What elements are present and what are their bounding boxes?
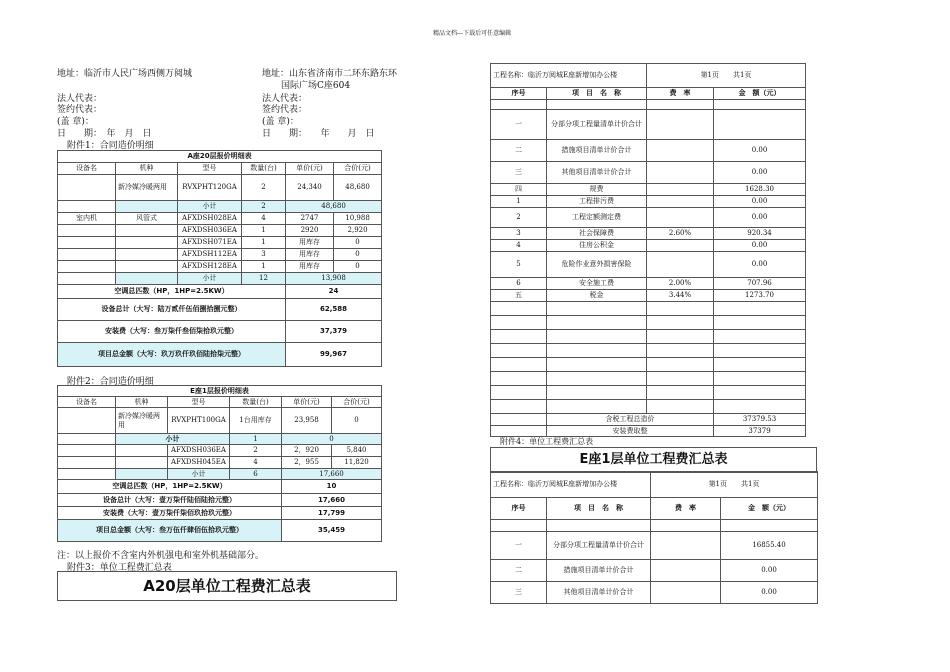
cell: 2.60% <box>647 228 714 240</box>
cell <box>58 408 116 434</box>
page-info: 第1页 共1页 <box>647 64 806 88</box>
summary-row <box>58 480 382 494</box>
cell <box>651 582 721 604</box>
address-b-line2: 国际广场C座604 <box>281 81 351 91</box>
cell <box>58 237 116 249</box>
cell: 2 <box>491 208 547 228</box>
cell: 6 <box>230 469 282 480</box>
col-header: 单价(元) <box>282 397 332 408</box>
cell: 5,840 <box>332 445 382 457</box>
cell <box>647 208 714 228</box>
col-header: 设备名 <box>58 163 116 175</box>
cell: 17,660 <box>282 469 382 480</box>
table-row <box>58 445 382 457</box>
cell: 4 <box>230 457 282 469</box>
cell: 安装费取整 <box>547 426 714 437</box>
cell: AFXDSH112EA <box>178 249 242 261</box>
cell: 小计 <box>178 201 242 213</box>
cell: 10,988 <box>334 213 382 225</box>
table-row <box>491 532 818 560</box>
cell: 37,379 <box>286 321 382 343</box>
cell <box>58 261 116 273</box>
cell: AFXDSH045EA <box>168 457 230 469</box>
cell: 3.44% <box>647 290 714 302</box>
cell: 707.96 <box>714 278 806 290</box>
cell <box>647 110 714 140</box>
cell: 工程排污费 <box>547 196 647 208</box>
cell: 住房公积金 <box>547 240 647 252</box>
col-header: 金 额（元） <box>714 88 806 100</box>
cell: 0 <box>282 434 382 445</box>
table-row <box>58 175 382 201</box>
cell: 2747 <box>286 213 334 225</box>
summary-row <box>58 299 382 321</box>
cell: 17,660 <box>282 494 382 507</box>
cell: 税金 <box>547 290 647 302</box>
note: 注：以上报价不含室内外机强电和室外机基础部分。 <box>57 551 265 561</box>
cell <box>647 162 714 184</box>
cell: 0.00 <box>714 208 806 228</box>
cell <box>651 532 721 560</box>
cell: 空调总匹数（HP，1HP=2.5KW） <box>58 480 282 494</box>
page-info: 第1页 共1页 <box>651 472 818 498</box>
cell: 安全施工费 <box>547 278 647 290</box>
cell: 1 <box>242 225 286 237</box>
cost-summary-table-1 <box>490 63 806 437</box>
table-row <box>491 208 806 228</box>
summary-title-box-e1 <box>490 447 817 473</box>
table-row <box>491 560 818 582</box>
cell: 分部分项工程量清单计价合计 <box>547 110 647 140</box>
cell: 规费 <box>547 184 647 196</box>
sign-rep-b: 签约代表： <box>262 105 308 115</box>
summary-row <box>58 321 382 343</box>
cell: 五 <box>491 290 547 302</box>
table-row <box>58 457 382 469</box>
cell: AFXDSH036EA <box>178 225 242 237</box>
attachment-3-label: 附件3：单位工程费汇总表 <box>67 563 172 573</box>
address-b-line1: 地址：山东省济南市二环东路东环 <box>262 69 398 79</box>
cell: 6 <box>491 278 547 290</box>
cell: 室内机 <box>58 213 116 225</box>
col-header: 合价(元) <box>334 163 382 175</box>
attachment-2-label: 附件2：合同造价明细 <box>67 377 154 387</box>
table-row <box>491 196 806 208</box>
total-row <box>491 426 806 437</box>
table-row <box>491 110 806 140</box>
cell: 4 <box>242 213 286 225</box>
cell: 小计 <box>168 469 230 480</box>
col-header: 机种 <box>116 163 178 175</box>
table-row <box>491 278 806 290</box>
date-a: 日 期： 年 月 日 <box>57 129 152 139</box>
cell: 0.00 <box>714 196 806 208</box>
cell: 0.00 <box>714 240 806 252</box>
seal-b: (盖 章)： <box>262 117 299 127</box>
col-header: 型号 <box>178 163 242 175</box>
cell: 二 <box>491 560 547 582</box>
cell: AFXDSH028EA <box>178 213 242 225</box>
cell: 62,588 <box>286 299 382 321</box>
sign-rep-a: 签约代表： <box>57 105 103 115</box>
cell: 2 <box>242 201 286 213</box>
cell: 0.00 <box>714 140 806 162</box>
summary-row <box>58 285 382 299</box>
subtotal-row <box>58 469 382 480</box>
cell: 1台用库存 <box>230 408 282 434</box>
attachment-4-label: 附件4：单位工程费汇总表 <box>500 437 594 446</box>
total-row <box>491 414 806 426</box>
cell: 24,340 <box>286 175 334 201</box>
col-header: 数量(台) <box>230 397 282 408</box>
cell: 项目总金额（大写：叁万伍仟肆佰伍拾玖元整） <box>58 520 282 542</box>
cell: 920.34 <box>714 228 806 240</box>
table-row <box>491 140 806 162</box>
table-row <box>58 408 382 434</box>
col-header: 合价(元) <box>332 397 382 408</box>
col-header: 单价(元) <box>286 163 334 175</box>
table-row <box>58 249 382 261</box>
table-row <box>58 225 382 237</box>
cell: 3 <box>491 228 547 240</box>
col-header: 型号 <box>168 397 230 408</box>
col-header: 费 率 <box>647 88 714 100</box>
summary-title: A20层单位工程费汇总表 <box>143 577 311 595</box>
col-header: 项 目 名 称 <box>547 498 651 520</box>
cell <box>647 252 714 278</box>
cell: 四 <box>491 184 547 196</box>
cell: 2920 <box>286 225 334 237</box>
cell: 16855.40 <box>721 532 818 560</box>
cell <box>116 237 178 249</box>
cell: 17,799 <box>282 507 382 520</box>
cell: 项目总金额（大写：玖万玖仟玖佰陆拾柒元整） <box>58 343 286 367</box>
cell: 安装费（大写：壹万柒仟柒佰玖拾玖元整） <box>58 507 282 520</box>
cell: 4 <box>491 240 547 252</box>
cell: AFXDSH071EA <box>178 237 242 249</box>
cell: 35,459 <box>282 520 382 542</box>
col-header: 机种 <box>116 397 168 408</box>
cell: 三 <box>491 582 547 604</box>
cell: 小计 <box>116 434 230 445</box>
col-header: 数量(台) <box>242 163 286 175</box>
subtotal-row <box>58 273 382 285</box>
cell: 99,967 <box>286 343 382 367</box>
cell <box>58 225 116 237</box>
cell: 0.00 <box>721 582 818 604</box>
cell: AFXDSH128EA <box>178 261 242 273</box>
cell: 5 <box>491 252 547 278</box>
table-row <box>58 237 382 249</box>
cell: 工程定额测定费 <box>547 208 647 228</box>
cell: AFXDSH036EA <box>168 445 230 457</box>
cell: 0 <box>334 237 382 249</box>
cell: 新冷媒冷暖两用 <box>116 175 178 201</box>
cell: 0.00 <box>721 560 818 582</box>
seal-a: (盖 章)： <box>57 117 94 127</box>
quote-table-a20 <box>57 150 382 367</box>
date-b: 日 期： 年 月 日 <box>262 129 375 139</box>
col-header: 序号 <box>491 498 547 520</box>
cell <box>714 110 806 140</box>
col-header: 金 额（元） <box>721 498 818 520</box>
cell: 48,680 <box>286 201 382 213</box>
project-name: 工程名称：临沂万阅城E座新增加办公楼 <box>491 472 651 498</box>
cell: 2，955 <box>282 457 332 469</box>
cell <box>116 225 178 237</box>
cell: 0.00 <box>714 252 806 278</box>
cell: 0 <box>332 408 382 434</box>
cell <box>647 196 714 208</box>
col-header: 序号 <box>491 88 547 100</box>
cell <box>116 445 168 457</box>
cell: 用库存 <box>286 237 334 249</box>
cell: 1 <box>491 196 547 208</box>
table-row <box>58 213 382 225</box>
cell <box>647 184 714 196</box>
cell: 1628.30 <box>714 184 806 196</box>
cell: 10 <box>282 480 382 494</box>
cell: 2.00% <box>647 278 714 290</box>
table-row <box>491 228 806 240</box>
cell: 23,958 <box>282 408 332 434</box>
cell: 0.00 <box>714 162 806 184</box>
cell: RVXPHT100GA <box>168 408 230 434</box>
summary-row <box>58 343 382 367</box>
cell: 安装费（大写：叁万柒仟叁佰柒拾玖元整） <box>58 321 286 343</box>
table-row <box>491 582 818 604</box>
table-row <box>491 252 806 278</box>
cell: 社会保障费 <box>547 228 647 240</box>
cell: RVXPHT120GA <box>178 175 242 201</box>
cell <box>116 457 168 469</box>
header-note: 精品文档---下载后可任意编辑 <box>433 30 512 37</box>
quote-table-e1 <box>57 385 382 542</box>
cell: 24 <box>286 285 382 299</box>
cell: 其他项目清单计价合计 <box>547 162 647 184</box>
summary-title: E座1层单位工程费汇总表 <box>579 452 728 467</box>
cell: 0 <box>334 261 382 273</box>
cell: 危险作业意外损害保险 <box>547 252 647 278</box>
cell: 1 <box>242 237 286 249</box>
cell <box>58 457 116 469</box>
cell: 用库存 <box>286 261 334 273</box>
col-header: 设备名 <box>58 397 116 408</box>
cell: 其他项目清单计价合计 <box>547 582 651 604</box>
cell: 二 <box>491 140 547 162</box>
cell: 2 <box>242 175 286 201</box>
cell <box>647 140 714 162</box>
table-title: E座1层报价明细表 <box>58 386 382 397</box>
cell: 3 <box>242 249 286 261</box>
col-header: 费 率 <box>651 498 721 520</box>
table-row <box>491 290 806 302</box>
subtotal-row <box>58 434 382 445</box>
summary-row <box>58 520 382 542</box>
cell <box>58 445 116 457</box>
cost-summary-table-2 <box>490 471 818 604</box>
legal-rep-a: 法人代表： <box>57 94 103 104</box>
cell <box>116 261 178 273</box>
cell <box>116 249 178 261</box>
cell: 小计 <box>178 273 242 285</box>
cell: 11,820 <box>332 457 382 469</box>
subtotal-row <box>58 201 382 213</box>
table-row <box>491 184 806 196</box>
cell: 12 <box>242 273 286 285</box>
cell: 1 <box>230 434 282 445</box>
cell: 0 <box>334 249 382 261</box>
table-title: A座20层报价明细表 <box>58 151 382 163</box>
attachment-1-label: 附件1：合同造价明细 <box>67 141 154 151</box>
cell: 1273.70 <box>714 290 806 302</box>
cell <box>651 560 721 582</box>
summary-row <box>58 507 382 520</box>
cell: 2，920 <box>282 445 332 457</box>
cell: 新冷媒冷暖两用 <box>116 408 168 434</box>
cell: 2 <box>230 445 282 457</box>
cell <box>58 249 116 261</box>
cell: 48,680 <box>334 175 382 201</box>
cell: 三 <box>491 162 547 184</box>
cell: 措施项目清单计价合计 <box>547 560 651 582</box>
cell: 空调总匹数（HP，1HP=2.5KW） <box>58 285 286 299</box>
cell: 措施项目清单计价合计 <box>547 140 647 162</box>
table-row <box>491 240 806 252</box>
col-header: 项 目 名 称 <box>547 88 647 100</box>
cell <box>58 175 116 201</box>
cell: 2,920 <box>334 225 382 237</box>
cell: 1 <box>242 261 286 273</box>
cell: 设备总计（大写：陆万贰仟伍佰捌拾捌元整） <box>58 299 286 321</box>
project-name: 工程名称：临沂万阅城E座新增加办公楼 <box>491 64 647 88</box>
summary-title-box-a20 <box>57 571 397 601</box>
cell: 一 <box>491 110 547 140</box>
cell: 37379 <box>714 426 806 437</box>
cell <box>647 240 714 252</box>
cell: 用库存 <box>286 249 334 261</box>
address-a: 地址：临沂市人民广场西侧万阅城 <box>57 69 193 79</box>
summary-row <box>58 494 382 507</box>
cell: 37379.53 <box>714 414 806 426</box>
cell: 分部分项工程量清单计价合计 <box>547 532 651 560</box>
cell: 含税工程总造价 <box>547 414 714 426</box>
legal-rep-b: 法人代表： <box>262 94 308 104</box>
cell: 13,908 <box>286 273 382 285</box>
cell: 风管式 <box>116 213 178 225</box>
table-row <box>58 261 382 273</box>
cell: 设备总计（大写：壹万柒仟陆佰陆拾元整） <box>58 494 282 507</box>
table-row <box>491 162 806 184</box>
cell: 一 <box>491 532 547 560</box>
